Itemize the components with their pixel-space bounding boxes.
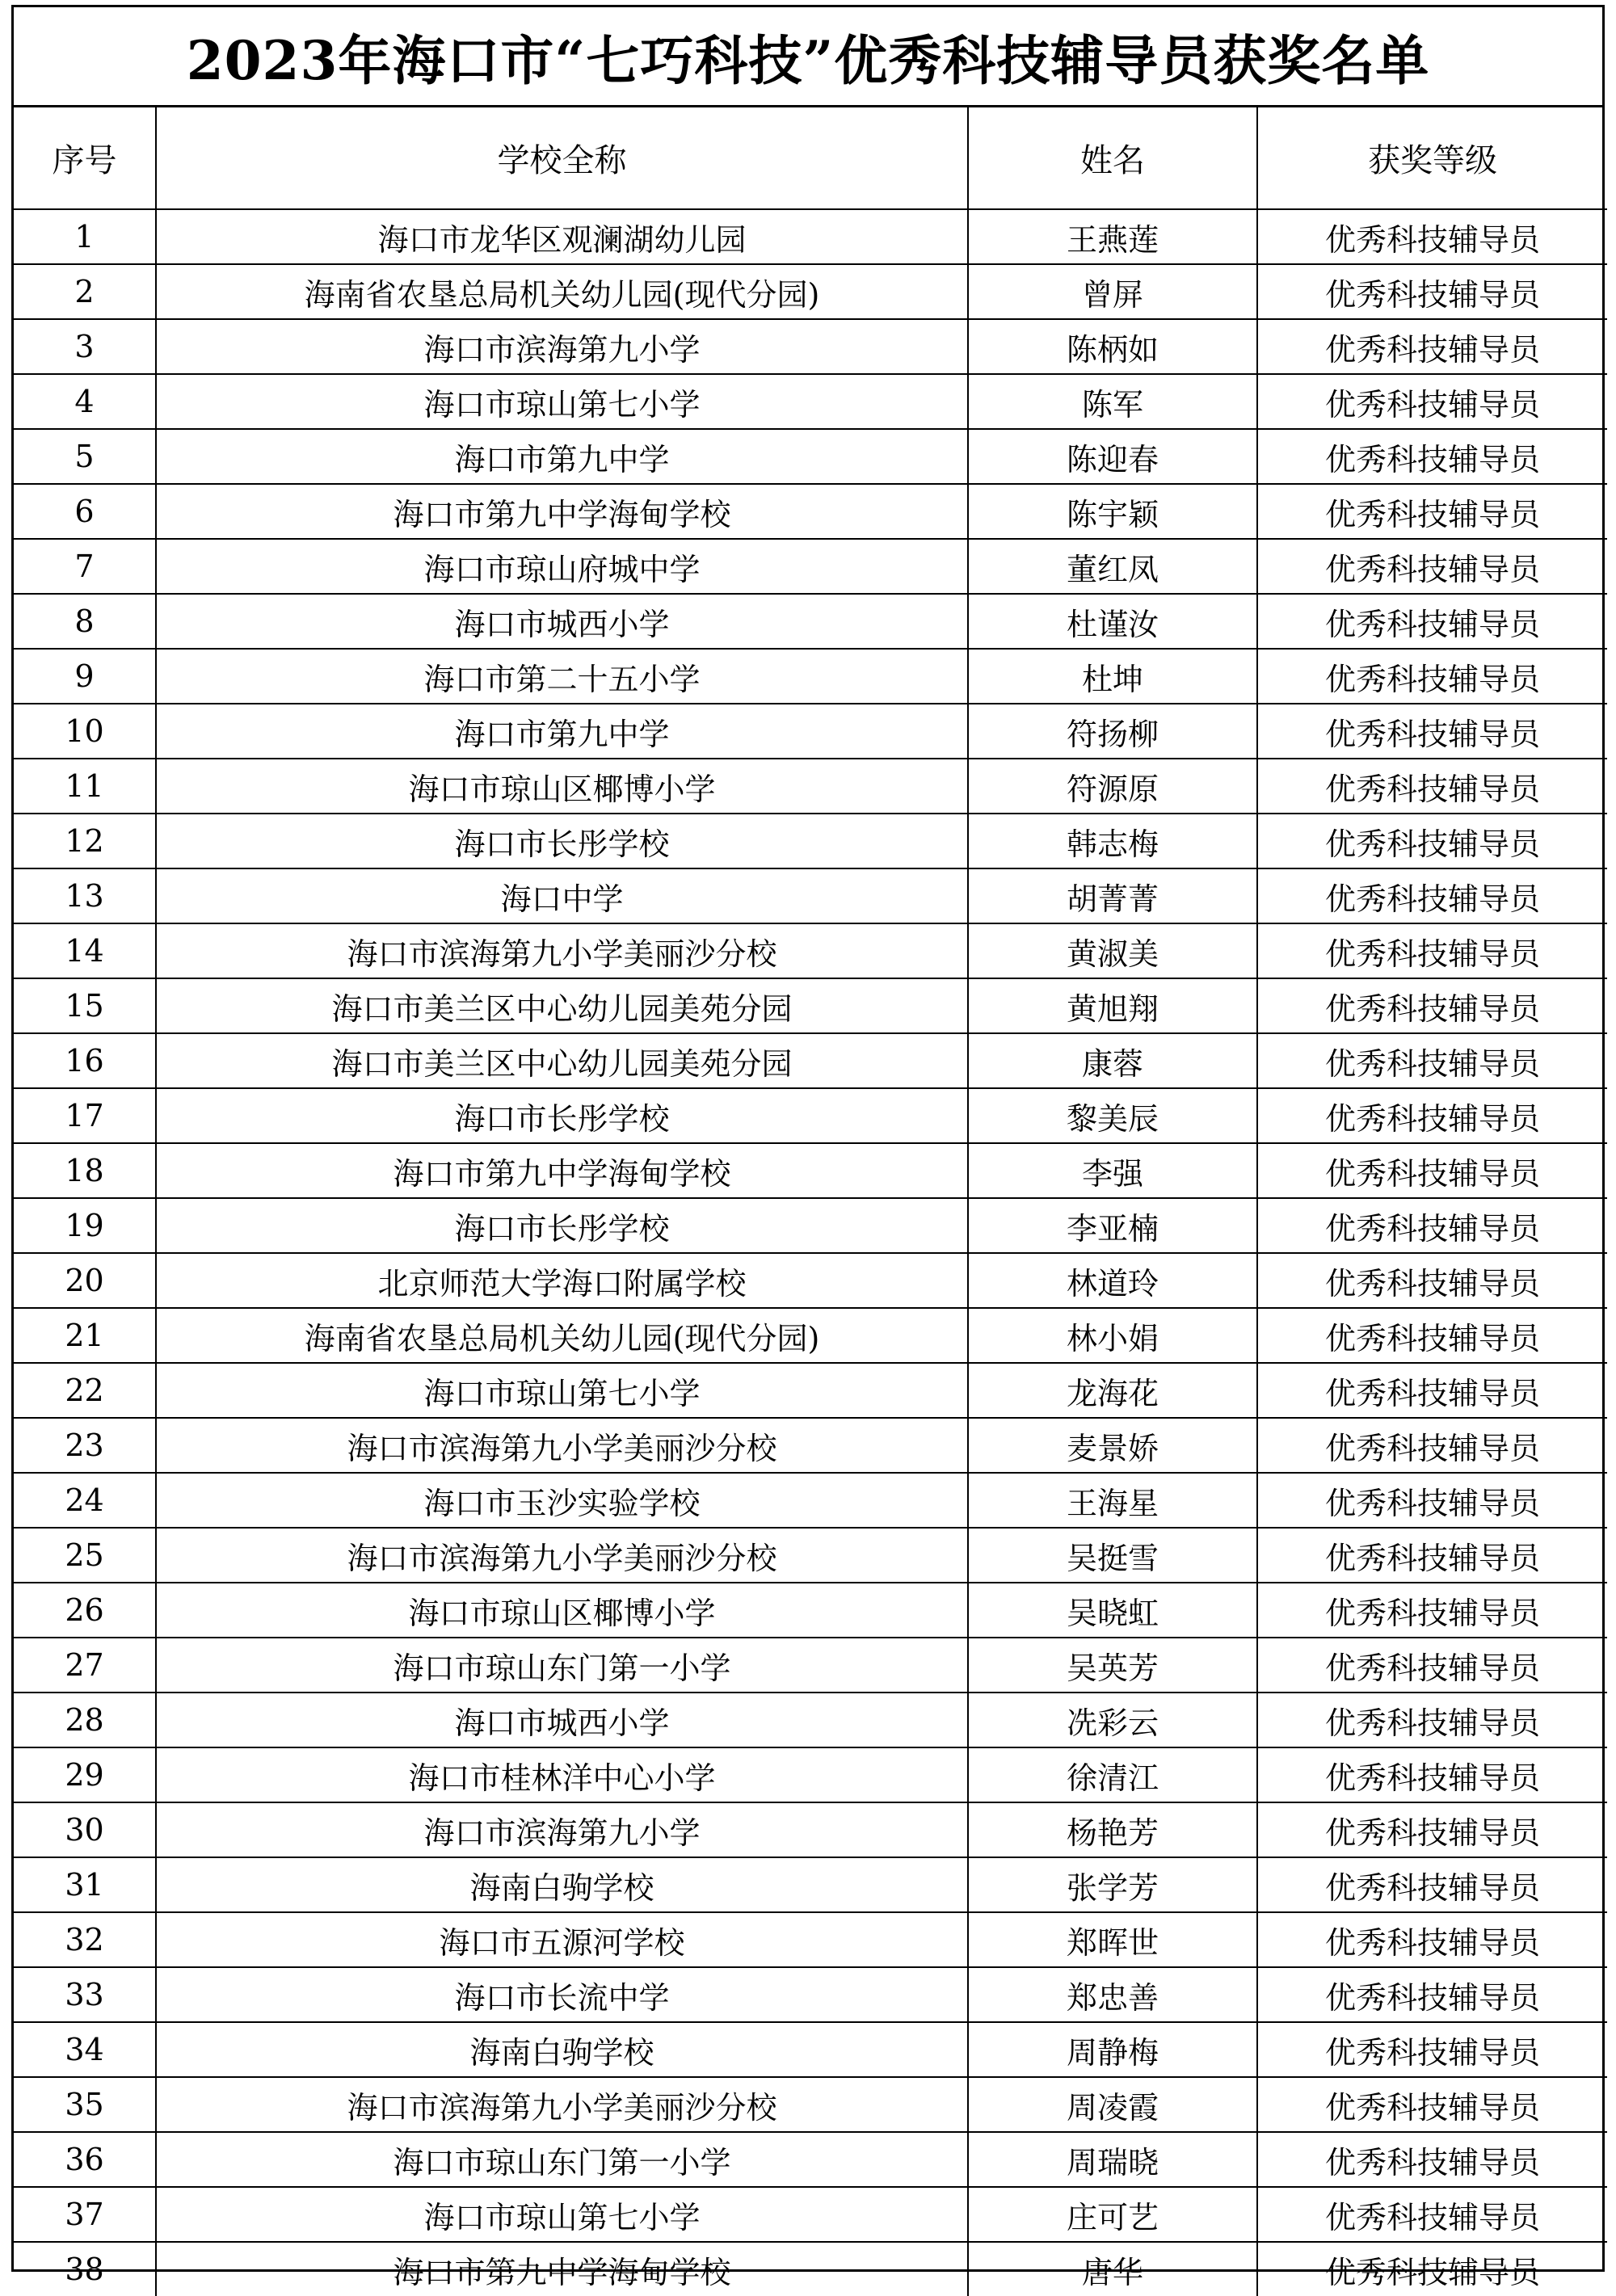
cell-award-level: 优秀科技辅导员 bbox=[1257, 649, 1607, 704]
cell-index: 3 bbox=[14, 319, 156, 374]
cell-award-level: 优秀科技辅导员 bbox=[1257, 1583, 1607, 1638]
cell-school: 海口市滨海第九小学美丽沙分校 bbox=[156, 2077, 968, 2132]
table-row bbox=[14, 1473, 1607, 1528]
cell-name: 董红凤 bbox=[968, 539, 1257, 594]
table-row bbox=[14, 1308, 1607, 1363]
cell-index: 8 bbox=[14, 594, 156, 649]
cell-award-level: 优秀科技辅导员 bbox=[1257, 1857, 1607, 1912]
cell-award-level: 优秀科技辅导员 bbox=[1257, 1253, 1607, 1308]
cell-school: 海口市琼山第七小学 bbox=[156, 374, 968, 429]
table-row bbox=[14, 704, 1607, 759]
cell-award-level: 优秀科技辅导员 bbox=[1257, 704, 1607, 759]
cell-school: 海口市长流中学 bbox=[156, 1967, 968, 2022]
cell-name: 李亚楠 bbox=[968, 1198, 1257, 1253]
table-row bbox=[14, 868, 1607, 923]
cell-index: 19 bbox=[14, 1198, 156, 1253]
cell-name: 龙海花 bbox=[968, 1363, 1257, 1418]
table-row bbox=[14, 2077, 1607, 2132]
cell-school: 海口中学 bbox=[156, 868, 968, 923]
cell-index: 15 bbox=[14, 978, 156, 1033]
cell-index: 27 bbox=[14, 1638, 156, 1693]
table-row bbox=[14, 1912, 1607, 1967]
cell-award-level: 优秀科技辅导员 bbox=[1257, 264, 1607, 319]
table-row bbox=[14, 1583, 1607, 1638]
table-row bbox=[14, 594, 1607, 649]
cell-school: 海口市琼山第七小学 bbox=[156, 1363, 968, 1418]
table-row bbox=[14, 1967, 1607, 2022]
cell-school: 海口市长彤学校 bbox=[156, 814, 968, 868]
cell-award-level: 优秀科技辅导员 bbox=[1257, 1528, 1607, 1583]
cell-name: 康蓉 bbox=[968, 1033, 1257, 1088]
cell-index: 6 bbox=[14, 484, 156, 539]
cell-award-level: 优秀科技辅导员 bbox=[1257, 1088, 1607, 1143]
cell-name: 吴英芳 bbox=[968, 1638, 1257, 1693]
cell-name: 黎美辰 bbox=[968, 1088, 1257, 1143]
document-title: 2023年海口市“七巧科技”优秀科技辅导员获奖名单 bbox=[186, 29, 1430, 92]
cell-school: 海口市长彤学校 bbox=[156, 1088, 968, 1143]
cell-name: 符扬柳 bbox=[968, 704, 1257, 759]
cell-award-level: 优秀科技辅导员 bbox=[1257, 1912, 1607, 1967]
cell-award-level: 优秀科技辅导员 bbox=[1257, 1418, 1607, 1473]
cell-award-level: 优秀科技辅导员 bbox=[1257, 1033, 1607, 1088]
table-row bbox=[14, 759, 1607, 814]
cell-index: 25 bbox=[14, 1528, 156, 1583]
header-name: 姓名 bbox=[968, 107, 1257, 209]
table-row bbox=[14, 374, 1607, 429]
cell-index: 11 bbox=[14, 759, 156, 814]
cell-award-level: 优秀科技辅导员 bbox=[1257, 2132, 1607, 2187]
cell-index: 12 bbox=[14, 814, 156, 868]
cell-index: 4 bbox=[14, 374, 156, 429]
cell-award-level: 优秀科技辅导员 bbox=[1257, 1747, 1607, 1802]
table-row bbox=[14, 2242, 1607, 2296]
cell-index: 38 bbox=[14, 2242, 156, 2296]
table-row bbox=[14, 1857, 1607, 1912]
cell-name: 符源原 bbox=[968, 759, 1257, 814]
table-row bbox=[14, 978, 1607, 1033]
cell-name: 林道玲 bbox=[968, 1253, 1257, 1308]
cell-name: 吴晓虹 bbox=[968, 1583, 1257, 1638]
cell-name: 郑忠善 bbox=[968, 1967, 1257, 2022]
cell-name: 杜坤 bbox=[968, 649, 1257, 704]
cell-award-level: 优秀科技辅导员 bbox=[1257, 2022, 1607, 2077]
cell-index: 26 bbox=[14, 1583, 156, 1638]
table-row bbox=[14, 2132, 1607, 2187]
cell-name: 黄旭翔 bbox=[968, 978, 1257, 1033]
cell-school: 海口市第九中学 bbox=[156, 704, 968, 759]
cell-school: 海口市滨海第九小学美丽沙分校 bbox=[156, 923, 968, 978]
cell-name: 李强 bbox=[968, 1143, 1257, 1198]
cell-award-level: 优秀科技辅导员 bbox=[1257, 868, 1607, 923]
cell-award-level: 优秀科技辅导员 bbox=[1257, 814, 1607, 868]
cell-award-level: 优秀科技辅导员 bbox=[1257, 594, 1607, 649]
table-row bbox=[14, 1418, 1607, 1473]
cell-index: 28 bbox=[14, 1693, 156, 1747]
cell-school: 海口市第九中学海甸学校 bbox=[156, 1143, 968, 1198]
cell-school: 海南省农垦总局机关幼儿园(现代分园) bbox=[156, 264, 968, 319]
cell-school: 北京师范大学海口附属学校 bbox=[156, 1253, 968, 1308]
cell-school: 海口市桂林洋中心小学 bbox=[156, 1747, 968, 1802]
cell-award-level: 优秀科技辅导员 bbox=[1257, 2187, 1607, 2242]
cell-school: 海南白驹学校 bbox=[156, 2022, 968, 2077]
cell-name: 陈柄如 bbox=[968, 319, 1257, 374]
table-row bbox=[14, 1747, 1607, 1802]
cell-school: 海口市第九中学海甸学校 bbox=[156, 484, 968, 539]
table-row bbox=[14, 539, 1607, 594]
table-row bbox=[14, 1198, 1607, 1253]
cell-index: 22 bbox=[14, 1363, 156, 1418]
cell-name: 林小娟 bbox=[968, 1308, 1257, 1363]
cell-name: 周静梅 bbox=[968, 2022, 1257, 2077]
cell-index: 30 bbox=[14, 1802, 156, 1857]
cell-school: 海口市滨海第九小学 bbox=[156, 319, 968, 374]
cell-award-level: 优秀科技辅导员 bbox=[1257, 1143, 1607, 1198]
cell-index: 21 bbox=[14, 1308, 156, 1363]
cell-name: 周凌霞 bbox=[968, 2077, 1257, 2132]
cell-index: 16 bbox=[14, 1033, 156, 1088]
cell-name: 胡菁菁 bbox=[968, 868, 1257, 923]
cell-name: 杨艳芳 bbox=[968, 1802, 1257, 1857]
cell-school: 海南白驹学校 bbox=[156, 1857, 968, 1912]
table-row bbox=[14, 1693, 1607, 1747]
cell-name: 陈宇颖 bbox=[968, 484, 1257, 539]
cell-index: 29 bbox=[14, 1747, 156, 1802]
cell-award-level: 优秀科技辅导员 bbox=[1257, 1363, 1607, 1418]
table-row bbox=[14, 649, 1607, 704]
cell-award-level: 优秀科技辅导员 bbox=[1257, 319, 1607, 374]
cell-name: 陈迎春 bbox=[968, 429, 1257, 484]
cell-index: 7 bbox=[14, 539, 156, 594]
cell-school: 海口市玉沙实验学校 bbox=[156, 1473, 968, 1528]
cell-name: 黄淑美 bbox=[968, 923, 1257, 978]
cell-award-level: 优秀科技辅导员 bbox=[1257, 539, 1607, 594]
table-row bbox=[14, 1638, 1607, 1693]
cell-award-level: 优秀科技辅导员 bbox=[1257, 759, 1607, 814]
table-row bbox=[14, 1528, 1607, 1583]
cell-index: 23 bbox=[14, 1418, 156, 1473]
cell-index: 10 bbox=[14, 704, 156, 759]
cell-award-level: 优秀科技辅导员 bbox=[1257, 1198, 1607, 1253]
cell-school: 海口市美兰区中心幼儿园美苑分园 bbox=[156, 1033, 968, 1088]
header-row bbox=[14, 107, 1607, 209]
cell-name: 吴挺雪 bbox=[968, 1528, 1257, 1583]
cell-index: 2 bbox=[14, 264, 156, 319]
header-index: 序号 bbox=[14, 107, 156, 209]
cell-award-level: 优秀科技辅导员 bbox=[1257, 484, 1607, 539]
cell-award-level: 优秀科技辅导员 bbox=[1257, 429, 1607, 484]
cell-index: 31 bbox=[14, 1857, 156, 1912]
cell-school: 海口市龙华区观澜湖幼儿园 bbox=[156, 209, 968, 264]
cell-name: 陈军 bbox=[968, 374, 1257, 429]
cell-award-level: 优秀科技辅导员 bbox=[1257, 1693, 1607, 1747]
table-row bbox=[14, 429, 1607, 484]
cell-name: 徐清江 bbox=[968, 1747, 1257, 1802]
cell-index: 20 bbox=[14, 1253, 156, 1308]
cell-index: 35 bbox=[14, 2077, 156, 2132]
cell-name: 麦景娇 bbox=[968, 1418, 1257, 1473]
table-row bbox=[14, 1088, 1607, 1143]
table-body bbox=[14, 209, 1607, 2296]
cell-name: 王海星 bbox=[968, 1473, 1257, 1528]
cell-school: 海口市美兰区中心幼儿园美苑分园 bbox=[156, 978, 968, 1033]
cell-name: 王燕莲 bbox=[968, 209, 1257, 264]
cell-award-level: 优秀科技辅导员 bbox=[1257, 1967, 1607, 2022]
cell-index: 5 bbox=[14, 429, 156, 484]
cell-index: 17 bbox=[14, 1088, 156, 1143]
cell-award-level: 优秀科技辅导员 bbox=[1257, 2077, 1607, 2132]
cell-name: 冼彩云 bbox=[968, 1693, 1257, 1747]
cell-name: 周瑞晓 bbox=[968, 2132, 1257, 2187]
cell-school: 海口市琼山第七小学 bbox=[156, 2187, 968, 2242]
cell-index: 36 bbox=[14, 2132, 156, 2187]
cell-school: 海口市长彤学校 bbox=[156, 1198, 968, 1253]
cell-index: 32 bbox=[14, 1912, 156, 1967]
header-school: 学校全称 bbox=[156, 107, 968, 209]
cell-index: 1 bbox=[14, 209, 156, 264]
title-row bbox=[14, 7, 1602, 107]
cell-school: 海口市滨海第九小学 bbox=[156, 1802, 968, 1857]
cell-school: 海口市滨海第九小学美丽沙分校 bbox=[156, 1418, 968, 1473]
cell-school: 海口市琼山府城中学 bbox=[156, 539, 968, 594]
cell-name: 曾屏 bbox=[968, 264, 1257, 319]
award-list-document bbox=[11, 5, 1605, 2290]
cell-index: 33 bbox=[14, 1967, 156, 2022]
cell-school: 海口市琼山东门第一小学 bbox=[156, 2132, 968, 2187]
table-row bbox=[14, 1363, 1607, 1418]
cell-award-level: 优秀科技辅导员 bbox=[1257, 1473, 1607, 1528]
cell-school: 海口市滨海第九小学美丽沙分校 bbox=[156, 1528, 968, 1583]
award-table bbox=[14, 107, 1607, 2296]
cell-school: 海口市琼山东门第一小学 bbox=[156, 1638, 968, 1693]
cell-school: 海口市第九中学 bbox=[156, 429, 968, 484]
table-row bbox=[14, 1143, 1607, 1198]
cell-index: 37 bbox=[14, 2187, 156, 2242]
table-row bbox=[14, 264, 1607, 319]
cell-name: 郑晖世 bbox=[968, 1912, 1257, 1967]
cell-school: 海口市城西小学 bbox=[156, 1693, 968, 1747]
table-row bbox=[14, 923, 1607, 978]
cell-name: 韩志梅 bbox=[968, 814, 1257, 868]
table-row bbox=[14, 2187, 1607, 2242]
table-row bbox=[14, 2022, 1607, 2077]
table-row bbox=[14, 484, 1607, 539]
cell-school: 海口市第九中学海甸学校 bbox=[156, 2242, 968, 2296]
header-award-level: 获奖等级 bbox=[1257, 107, 1607, 209]
table-row bbox=[14, 1033, 1607, 1088]
table-row bbox=[14, 814, 1607, 868]
table-row bbox=[14, 1802, 1607, 1857]
cell-award-level: 优秀科技辅导员 bbox=[1257, 209, 1607, 264]
table-row bbox=[14, 319, 1607, 374]
cell-school: 海口市琼山区椰博小学 bbox=[156, 1583, 968, 1638]
cell-school: 海口市第二十五小学 bbox=[156, 649, 968, 704]
cell-award-level: 优秀科技辅导员 bbox=[1257, 1308, 1607, 1363]
cell-award-level: 优秀科技辅导员 bbox=[1257, 1802, 1607, 1857]
cell-index: 14 bbox=[14, 923, 156, 978]
cell-index: 34 bbox=[14, 2022, 156, 2077]
table-row bbox=[14, 1253, 1607, 1308]
cell-index: 18 bbox=[14, 1143, 156, 1198]
cell-name: 杜谨汝 bbox=[968, 594, 1257, 649]
cell-award-level: 优秀科技辅导员 bbox=[1257, 1638, 1607, 1693]
cell-school: 海口市城西小学 bbox=[156, 594, 968, 649]
table-row bbox=[14, 209, 1607, 264]
cell-award-level: 优秀科技辅导员 bbox=[1257, 2242, 1607, 2296]
cell-name: 庄可艺 bbox=[968, 2187, 1257, 2242]
cell-award-level: 优秀科技辅导员 bbox=[1257, 923, 1607, 978]
cell-school: 海口市五源河学校 bbox=[156, 1912, 968, 1967]
cell-school: 海口市琼山区椰博小学 bbox=[156, 759, 968, 814]
cell-index: 13 bbox=[14, 868, 156, 923]
cell-name: 唐华 bbox=[968, 2242, 1257, 2296]
cell-name: 张学芳 bbox=[968, 1857, 1257, 1912]
cell-award-level: 优秀科技辅导员 bbox=[1257, 978, 1607, 1033]
cell-award-level: 优秀科技辅导员 bbox=[1257, 374, 1607, 429]
cell-index: 24 bbox=[14, 1473, 156, 1528]
cell-school: 海南省农垦总局机关幼儿园(现代分园) bbox=[156, 1308, 968, 1363]
cell-index: 9 bbox=[14, 649, 156, 704]
